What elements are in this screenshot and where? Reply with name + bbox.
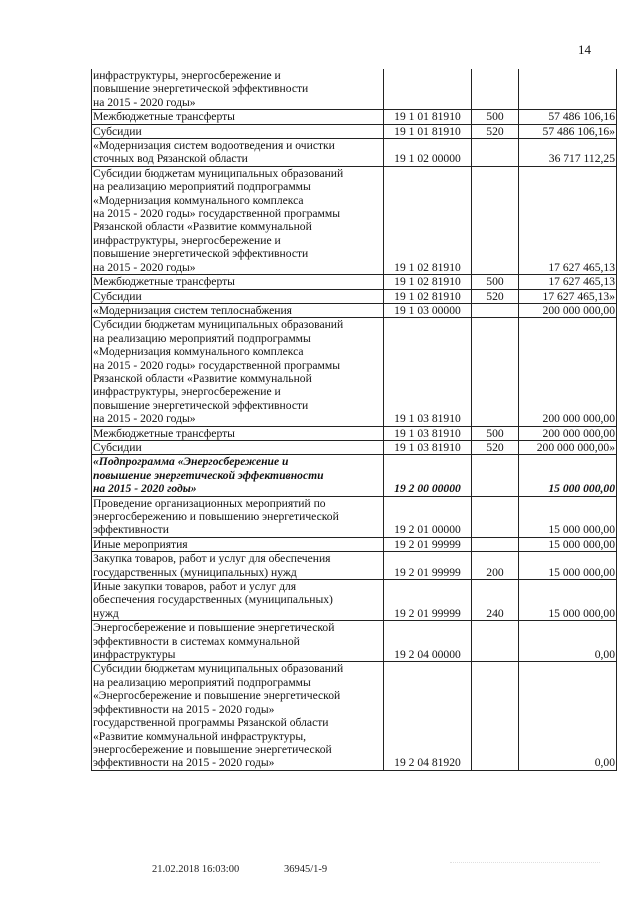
cell-code: 19 1 01 81910 bbox=[384, 110, 472, 124]
cell-code: 19 2 01 99999 bbox=[384, 580, 472, 621]
cell-sum: 200 000 000,00 bbox=[519, 303, 617, 317]
table-row bbox=[92, 303, 617, 317]
cell-code: 19 1 02 81910 bbox=[384, 275, 472, 289]
cell-sum: 0,00 bbox=[519, 662, 617, 770]
cell-code bbox=[384, 69, 472, 110]
cell-sum: 15 000 000,00 bbox=[519, 455, 617, 496]
cell-type bbox=[472, 455, 519, 496]
cell-sum: 15 000 000,00 bbox=[519, 552, 617, 580]
cell-type bbox=[472, 496, 519, 537]
cell-name: «Модернизация систем водоотведения и очистки сточных вод Рязанской области bbox=[92, 139, 384, 167]
cell-type bbox=[472, 166, 519, 274]
cell-name: Субсидии bbox=[92, 440, 384, 454]
budget-table bbox=[91, 69, 617, 771]
cell-name: инфраструктуры, энергосбережение и повышение энергетической эффективности на 2015 - 2020 годы» bbox=[92, 69, 384, 110]
cell-code: 19 1 02 81910 bbox=[384, 289, 472, 303]
cell-name: Иные мероприятия bbox=[92, 537, 384, 551]
cell-name: Субсидии bbox=[92, 289, 384, 303]
cell-sum: 17 627 465,13» bbox=[519, 289, 617, 303]
page-number: 14 bbox=[578, 42, 591, 57]
scan-artifact bbox=[450, 862, 600, 873]
cell-name: Закупка товаров, работ и услуг для обеспечения государственных (муниципальных) нужд bbox=[92, 552, 384, 580]
document-number: 36945/1-9 bbox=[284, 864, 328, 875]
cell-type: 520 bbox=[472, 124, 519, 138]
cell-sum: 36 717 112,25 bbox=[519, 139, 617, 167]
cell-type: 200 bbox=[472, 552, 519, 580]
cell-type: 500 bbox=[472, 110, 519, 124]
cell-type bbox=[472, 69, 519, 110]
table-row bbox=[92, 124, 617, 138]
table-row bbox=[92, 289, 617, 303]
table-row bbox=[92, 275, 617, 289]
cell-name: «Подпрограмма «Энергосбережение и повышение энергетической эффективности на 2015 - 2020 годы» bbox=[92, 455, 384, 496]
table-row bbox=[92, 139, 617, 167]
cell-type bbox=[472, 139, 519, 167]
cell-type bbox=[472, 662, 519, 770]
table-row bbox=[92, 580, 617, 621]
cell-code: 19 1 01 81910 bbox=[384, 124, 472, 138]
cell-sum: 15 000 000,00 bbox=[519, 496, 617, 537]
cell-name: Проведение организационных мероприятий по энергосбережению и повышению энергетической эффективности bbox=[92, 496, 384, 537]
cell-sum: 0,00 bbox=[519, 621, 617, 662]
table-row bbox=[92, 455, 617, 496]
cell-name: Межбюджетные трансферты bbox=[92, 275, 384, 289]
cell-type: 240 bbox=[472, 580, 519, 621]
cell-name: Субсидии бюджетам муниципальных образований на реализацию мероприятий подпрограммы «Модернизация коммунального комплекса на 2015 - 2020 годы» государственной программы Рязанской области «Развитие коммунальной инфраструктуры, энергосбережение и повышение энергетической эффективности на 2015 - 2020 годы» bbox=[92, 166, 384, 274]
budget-table-body bbox=[92, 69, 617, 770]
cell-sum: 17 627 465,13 bbox=[519, 166, 617, 274]
cell-name: Иные закупки товаров, работ и услуг для обеспечения государственных (муниципальных) нужд bbox=[92, 580, 384, 621]
cell-sum: 57 486 106,16 bbox=[519, 110, 617, 124]
table-row bbox=[92, 537, 617, 551]
table-row bbox=[92, 552, 617, 580]
cell-name: «Модернизация систем теплоснабжения bbox=[92, 303, 384, 317]
cell-sum: 57 486 106,16» bbox=[519, 124, 617, 138]
table-row bbox=[92, 621, 617, 662]
cell-code: 19 1 02 00000 bbox=[384, 139, 472, 167]
cell-type bbox=[472, 303, 519, 317]
cell-code: 19 1 03 81910 bbox=[384, 318, 472, 426]
table-row bbox=[92, 440, 617, 454]
cell-type: 520 bbox=[472, 289, 519, 303]
cell-code: 19 2 04 81920 bbox=[384, 662, 472, 770]
cell-sum: 200 000 000,00 bbox=[519, 426, 617, 440]
table-row bbox=[92, 426, 617, 440]
cell-type bbox=[472, 537, 519, 551]
cell-sum: 17 627 465,13 bbox=[519, 275, 617, 289]
table-row bbox=[92, 496, 617, 537]
cell-sum: 15 000 000,00 bbox=[519, 537, 617, 551]
cell-code: 19 2 04 00000 bbox=[384, 621, 472, 662]
cell-type bbox=[472, 621, 519, 662]
cell-name: Межбюджетные трансферты bbox=[92, 110, 384, 124]
cell-code: 19 2 01 99999 bbox=[384, 537, 472, 551]
cell-name: Энергосбережение и повышение энергетической эффективности в системах коммунальной инфраструктуры bbox=[92, 621, 384, 662]
cell-code: 19 2 00 00000 bbox=[384, 455, 472, 496]
table-row bbox=[92, 166, 617, 274]
cell-code: 19 1 03 81910 bbox=[384, 426, 472, 440]
cell-type: 520 bbox=[472, 440, 519, 454]
table-row bbox=[92, 69, 617, 110]
cell-type: 500 bbox=[472, 275, 519, 289]
cell-code: 19 2 01 00000 bbox=[384, 496, 472, 537]
cell-type bbox=[472, 318, 519, 426]
cell-code: 19 1 03 81910 bbox=[384, 440, 472, 454]
cell-code: 19 1 03 00000 bbox=[384, 303, 472, 317]
table-row bbox=[92, 110, 617, 124]
cell-type: 500 bbox=[472, 426, 519, 440]
cell-code: 19 2 01 99999 bbox=[384, 552, 472, 580]
cell-code: 19 1 02 81910 bbox=[384, 166, 472, 274]
cell-sum: 200 000 000,00 bbox=[519, 318, 617, 426]
cell-name: Субсидии бюджетам муниципальных образований на реализацию мероприятий подпрограммы «Энергосбережение и повышение энергетической эффективности на 2015 - 2020 годы» государственной программы Рязанской области «Развитие коммунальной инфраструктуры, энергосбережение и повышение энергетической эффективности на 2015 - 2020 годы» bbox=[92, 662, 384, 770]
table-row bbox=[92, 318, 617, 426]
table-row bbox=[92, 662, 617, 770]
cell-sum: 15 000 000,00 bbox=[519, 580, 617, 621]
cell-name: Субсидии bbox=[92, 124, 384, 138]
cell-sum bbox=[519, 69, 617, 110]
cell-name: Межбюджетные трансферты bbox=[92, 426, 384, 440]
print-timestamp: 21.02.2018 16:03:00 bbox=[152, 864, 240, 875]
cell-name: Субсидии бюджетам муниципальных образований на реализацию мероприятий подпрограммы «Модернизация коммунального комплекса на 2015 - 2020 годы» государственной программы Рязанской области «Развитие коммунальной инфраструктуры, энергосбережение и повышение энергетической эффективности на 2015 - 2020 годы» bbox=[92, 318, 384, 426]
cell-sum: 200 000 000,00» bbox=[519, 440, 617, 454]
